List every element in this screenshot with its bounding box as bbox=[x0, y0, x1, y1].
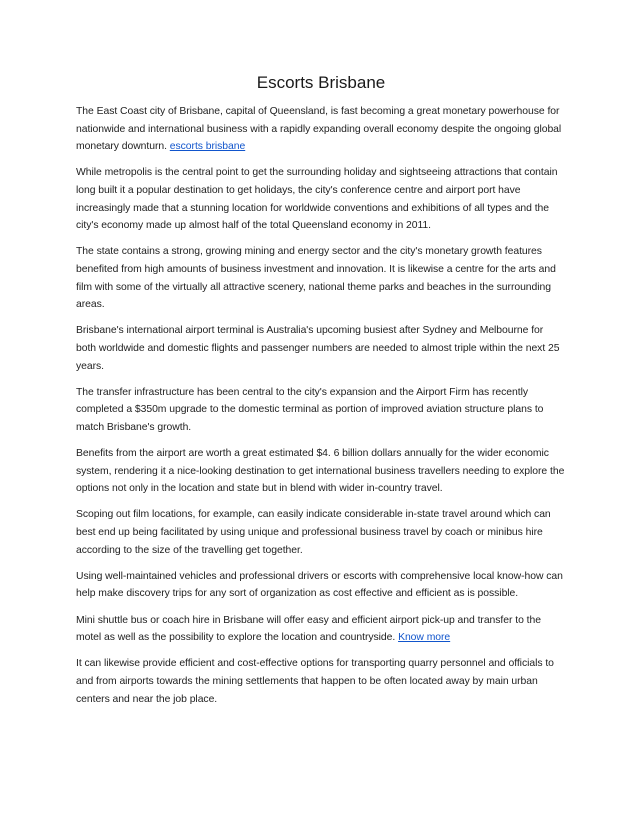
paragraph-8: Using well-maintained vehicles and professional drivers or escorts with comprehensive local know-how can help make discovery trips for any sort of organization as cost effective and efficient as is possible. bbox=[76, 570, 563, 600]
paragraph-7: Scoping out film locations, for example, can easily indicate considerable in-state travel around which can best end up being facilitated by using unique and professional business travel by coach or minibus hire according to the size of the travelling get together. bbox=[76, 509, 551, 556]
paragraph-text: Mini shuttle bus or coach hire in Brisbane will offer easy and efficient airport pick-up and transfer to the motel as well as the possibility to explore the location and countryside. bbox=[76, 614, 541, 644]
paragraph-9 bbox=[76, 612, 566, 647]
paragraph-4: Brisbane's international airport terminal is Australia's upcoming busiest after Sydney and Melbourne for both worldwide and domestic flights and passenger numbers are needed to almost triple within the next 25 years. bbox=[76, 325, 560, 372]
escorts-brisbane-link[interactable]: escorts brisbane bbox=[169, 141, 246, 153]
paragraph-5: The transfer infrastructure has been central to the city's expansion and the Airport Firm has recently completed a $350m upgrade to the domestic terminal as portion of improved aviation structure plans to match Brisbane's growth. bbox=[76, 386, 544, 433]
paragraph-2: While metropolis is the central point to get the surrounding holiday and sightseeing attractions that contain long built it a popular destination to get holidays, the city's conference centre and airport port have increasingly made that a stunning location for worldwide conventions and exhibitions of all types and the city's economy made up almost half of the total Queensland economy in 2011. bbox=[76, 167, 558, 232]
paragraph-text: The East Coast city of Brisbane, capital of Queensland, is fast becoming a great monetary powerhouse for nationwide and international business with a rapidly expanding overall economy despite the ongoing global monetary downturn. bbox=[76, 106, 562, 153]
paragraph-10: It can likewise provide efficient and cost-effective options for transporting quarry personnel and officials to and from airports towards the mining settlements that happen to be often located away by main urban centers and near the job place. bbox=[76, 658, 554, 705]
paragraph-3: The state contains a strong, growing mining and energy sector and the city's monetary growth features benefited from high amounts of business investment and innovation. It is likewise a centre for the arts and film with some of the virtually all attractive scenery, national theme parks and beaches in the surrounding areas. bbox=[76, 246, 556, 311]
paragraph-1 bbox=[76, 103, 566, 156]
document-page bbox=[76, 72, 566, 717]
know-more-link[interactable]: Know more bbox=[398, 632, 451, 644]
document-title: Escorts Brisbane bbox=[256, 73, 386, 92]
paragraph-6: Benefits from the airport are worth a great estimated $4. 6 billion dollars annually for the wider economic system, rendering it a nice-looking destination to get international business travellers needing to explore the options not only in the location and state but in blend with wider in-country travel. bbox=[76, 448, 565, 495]
